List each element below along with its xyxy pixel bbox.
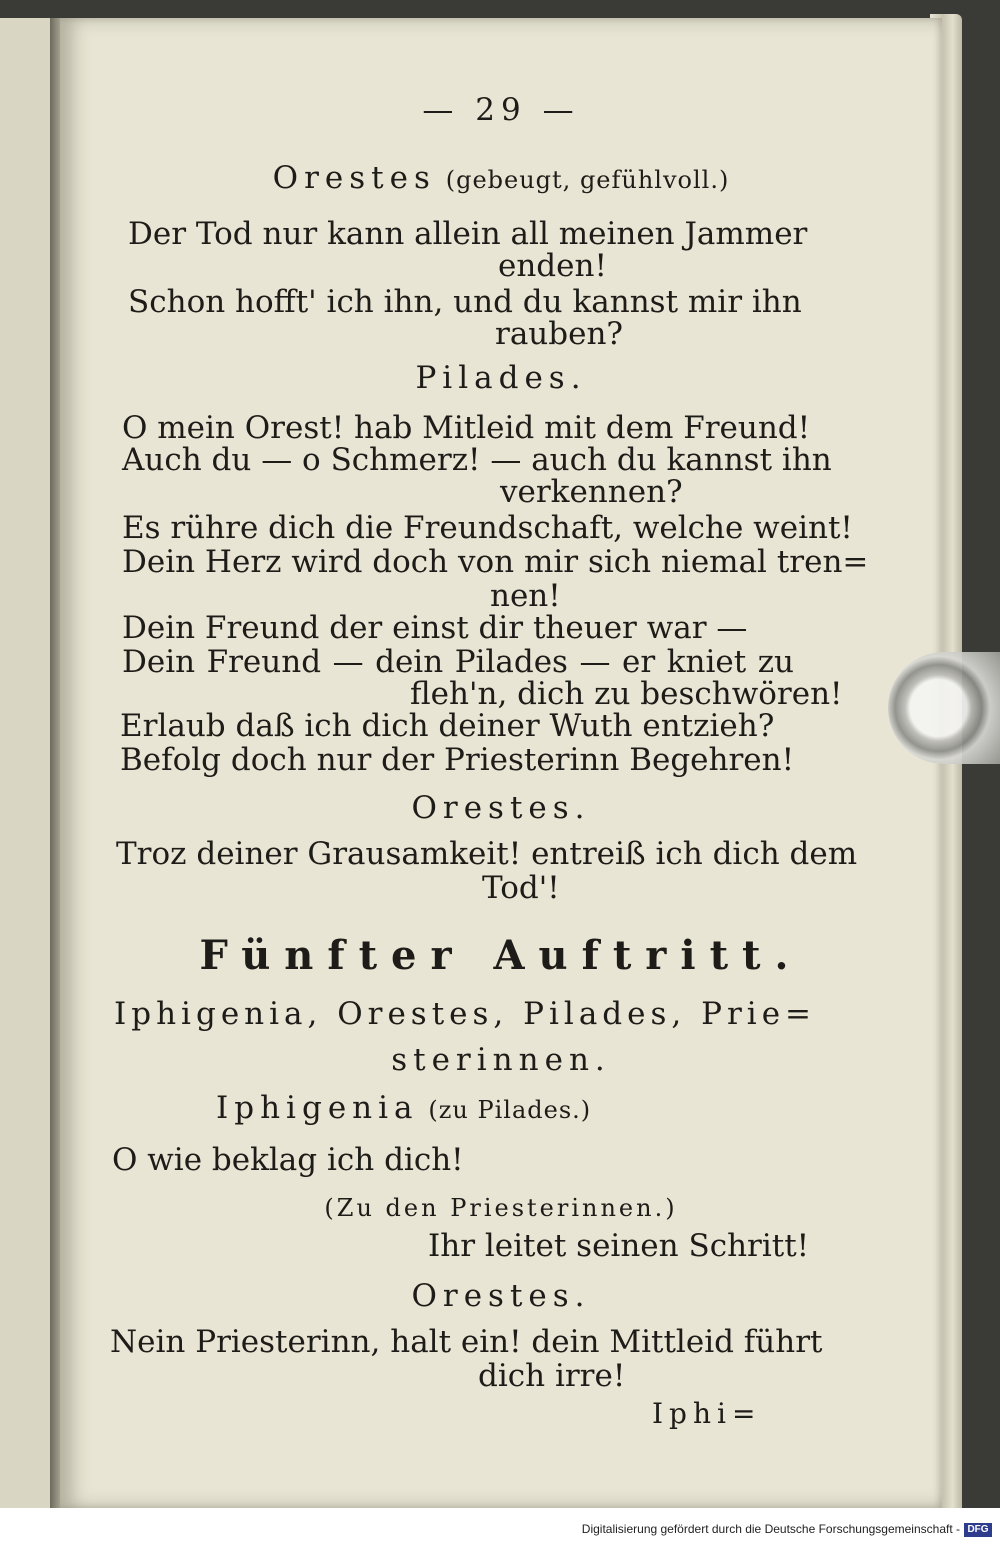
verse-line: Tod'!	[482, 870, 560, 906]
verse-line: enden!	[498, 248, 607, 284]
verse-line: O wie beklag ich dich!	[112, 1142, 464, 1178]
speaker-name: Orestes.	[411, 790, 591, 826]
character-list: Iphigenia, Orestes, Pilades, Prie=	[114, 996, 817, 1032]
stage-direction: (gebeugt, gefühlvoll.)	[445, 166, 730, 194]
catchword: Iphi=	[652, 1397, 762, 1430]
verse-line: Der Tod nur kann allein all meinen Jammer	[128, 216, 808, 252]
character-list-continued: sterinnen.	[391, 1042, 611, 1078]
verse-line: Dein Freund — dein Pilades — er kniet zu	[122, 644, 794, 680]
footer-credit: Digitalisierung gefördert durch die Deutsche Forschungsgemeinschaft -	[581, 1522, 960, 1536]
speaker-name: Orestes.	[411, 1278, 591, 1314]
left-page-edge	[0, 18, 54, 1508]
speaker-name: Pilades.	[415, 360, 587, 396]
verse-line: Befolg doch nur der Priesterinn Begehren!	[120, 742, 795, 778]
scene-heading: Fünfter Auftritt.	[199, 932, 803, 979]
book-page	[60, 18, 942, 1508]
stage-direction: (Zu den Priesterinnen.)	[324, 1194, 678, 1222]
verse-line: Nein Priesterinn, halt ein! dein Mittleid führt	[110, 1324, 823, 1360]
page-number: — 29 —	[422, 92, 580, 128]
speaker-line	[60, 160, 942, 198]
speaker-name: Iphigenia	[216, 1090, 419, 1126]
verse-line: rauben?	[495, 316, 624, 352]
verse-line: dich irre!	[478, 1358, 626, 1394]
speaker-line	[216, 1090, 591, 1128]
verse-line: fleh'n, dich zu beschwören!	[410, 676, 843, 712]
verse-line: nen!	[490, 578, 561, 614]
stage-direction: (zu Pilades.)	[428, 1096, 592, 1124]
verse-line: Es rühre dich die Freundschaft, welche weint!	[122, 510, 853, 546]
verse-line: Schon hofft' ich ihn, und du kannst mir ihn	[128, 284, 802, 320]
verse-line: Erlaub daß ich dich deiner Wuth entzieh?	[120, 708, 775, 744]
speaker-name: Orestes	[272, 160, 436, 196]
verse-line: Ihr leitet seinen Schritt!	[428, 1228, 810, 1264]
page-clip	[888, 652, 1000, 764]
verse-line: Auch du — o Schmerz! — auch du kannst ihn	[122, 442, 832, 478]
verse-line: O mein Orest! hab Mitleid mit dem Freund!	[122, 410, 811, 446]
verse-line: Troz deiner Grausamkeit! entreiß ich dich dem	[116, 836, 858, 872]
footer-bar	[0, 1508, 1000, 1544]
verse-line: Dein Herz wird doch von mir sich niemal tren=	[122, 544, 869, 580]
verse-line: Dein Freund der einst dir theuer war —	[122, 610, 748, 646]
dfg-logo: DFG	[964, 1523, 992, 1537]
verse-line: verkennen?	[500, 474, 683, 510]
